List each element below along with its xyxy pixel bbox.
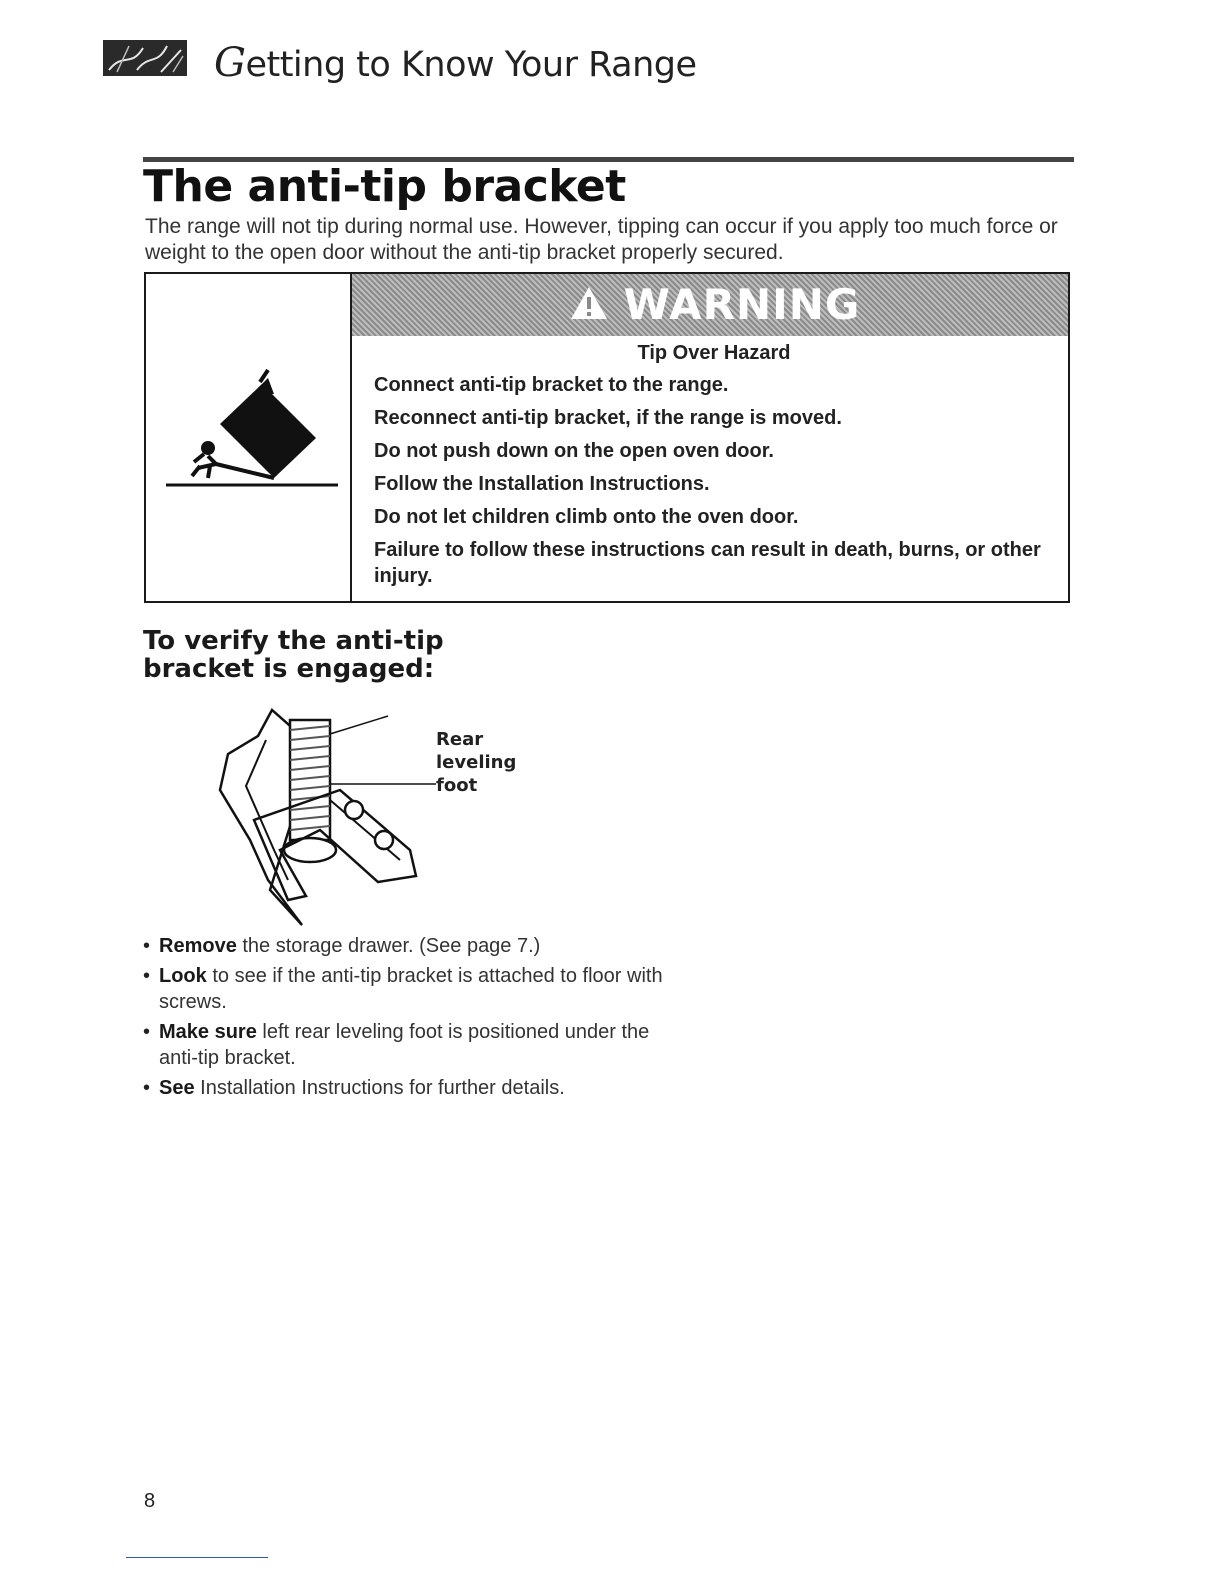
- intro-paragraph: The range will not tip during normal use. However, tipping can occur if you apply too much force or weight to the open door without the anti-tip bracket properly secured.: [145, 215, 1058, 264]
- subsection-title: To verify the anti-tip bracket is engaged:: [143, 626, 444, 684]
- hazard-title: Tip Over Hazard: [637, 342, 791, 364]
- header-title-initial: G: [214, 40, 246, 86]
- header-title-rest: etting to Know Your Range: [245, 45, 697, 85]
- verify-steps-list: [143, 933, 663, 1105]
- step-keyword: Look: [159, 965, 207, 987]
- warning-icon-panel: [146, 274, 352, 601]
- brand-logo-icon: [103, 40, 187, 76]
- warning-line: Do not let children climb onto the oven door.: [374, 506, 799, 528]
- step-keyword: Remove: [159, 935, 237, 957]
- step-text: left rear leveling foot is positioned under the anti-tip bracket.: [159, 1021, 650, 1069]
- step-text: the storage drawer. (See page 7.): [236, 935, 541, 957]
- warning-line: Follow the Installation Instructions.: [374, 473, 710, 495]
- warning-label: WARNING: [623, 280, 861, 329]
- warning-line: Reconnect anti-tip bracket, if the range is moved.: [374, 407, 842, 429]
- list-item: [143, 963, 663, 1015]
- callout-line: leveling: [436, 752, 517, 773]
- warning-body: [374, 340, 1054, 596]
- list-item: [143, 1019, 663, 1071]
- anti-tip-bracket-illustration: [210, 700, 450, 930]
- list-item: [143, 1075, 663, 1101]
- footer-divider: [126, 1557, 268, 1558]
- step-keyword: Make sure: [159, 1021, 257, 1043]
- warning-line: Failure to follow these instructions can result in death, burns, or other injury.: [374, 539, 1041, 587]
- step-text: to see if the anti-tip bracket is attached to floor with screws.: [159, 965, 663, 1013]
- page-header-title: [214, 40, 697, 86]
- callout-line: foot: [436, 775, 478, 796]
- tip-over-hazard-icon: [164, 364, 340, 494]
- callout-line: Rear: [436, 729, 484, 750]
- warning-banner: [352, 274, 1068, 336]
- list-item: [143, 933, 663, 959]
- warning-line: Do not push down on the open oven door.: [374, 440, 774, 462]
- step-text: Installation Instructions for further details.: [194, 1077, 565, 1099]
- page-number: 8: [144, 1490, 156, 1512]
- warning-line: Connect anti-tip bracket to the range.: [374, 374, 729, 396]
- callout-rear-leveling-foot: [436, 728, 516, 797]
- section-title: The anti-tip bracket: [143, 161, 626, 212]
- step-keyword: See: [159, 1077, 195, 1099]
- warning-box: [144, 272, 1070, 603]
